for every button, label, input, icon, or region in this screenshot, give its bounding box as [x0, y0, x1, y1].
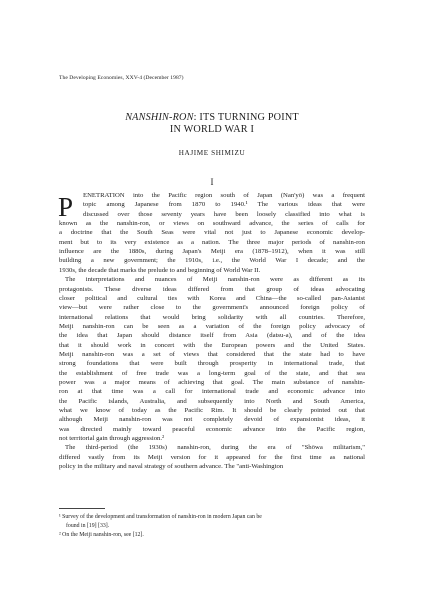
body-line: a doctrine that the South Seas were vital not just to Japanese economic develop- [59, 229, 365, 237]
author-name: HAJIME SHIMIZU [178, 149, 246, 157]
body-line: protagonists. These diverse ideas differed from that group of ideas advocating [59, 285, 365, 293]
body-line: what we know of today as the Pacific Rim. It should be clearly pointed out that [59, 407, 365, 415]
section-number: I [210, 177, 214, 187]
body-line: international relations that would bring solidarity with all countries. Therefore, [59, 313, 365, 321]
body-line: the establishment of free trade was a long-term goal of the state, and that sea [59, 369, 365, 377]
body-line: not territorial gain through aggression.² [59, 435, 165, 443]
footnote-rule [59, 508, 105, 509]
body-line: ment but to its very existence as a nation. The three major periods of nanshin-ron [59, 238, 365, 246]
body-line: Meiji nanshin-ron was a set of views that considered that the state had to have [59, 350, 365, 358]
body-line: differed vastly from its Meiji version for it appeared for the first time as national [59, 453, 365, 461]
body-line: strong foundations that were built through prosperity in international trade, that [59, 360, 365, 368]
body-line: discussed over those seventy years have been loosely classified into what is [83, 210, 365, 218]
body-line: The third-period (the 1930s) nanshin-ron, during the era of "Shōwa militarism," [65, 444, 365, 452]
body-line: The interpretations and nuances of Meiji nanshin-ron were as different as its [65, 276, 365, 284]
article-title-line-1 [0, 112, 424, 123]
footnote-line: ¹ Survey of the development and transformation of nanshin-ron in modern Japan can be [59, 514, 262, 520]
body-line: ron at that time was a call for international trade and economic advance into [59, 388, 365, 396]
body-line: was directed mainly toward peaceful economic advance into the Pacific region, [59, 425, 365, 433]
body-line: policy in the military and naval strategy of southern advance. The "anti-Washington [59, 463, 284, 471]
journal-header: The Developing Economies, XXV-4 (December 1987) [59, 75, 184, 81]
footnote-line: found in [19] [33]. [66, 523, 110, 529]
body-line: Meiji nanshin-ron can be seen as a variation of the foreign policy advocacy of [59, 322, 365, 330]
body-line: power was a major means of achieving that goal. The main substance of nanshin- [59, 379, 365, 386]
article-title-line-2: IN WORLD WAR I [169, 124, 255, 135]
body-line: ENETRATION into the Pacific region south of Japan (Nan'yō) was a frequent [83, 192, 365, 199]
body-line: the Pacific islands, Australia, and subsequently into North and South America, [59, 397, 365, 405]
body-line: view—but were rather close to the government's announced foreign policy of [59, 304, 365, 312]
body-line: building a new government; the 1910s, i.e., the World War I decade; and the [59, 257, 365, 265]
body-line: topic among Japanese from 1870 to 1940.¹ The various ideas that were [83, 201, 365, 209]
body-line: 1930s, the decade that marks the prelude to and beginning of World War II. [59, 266, 261, 274]
footnote-line: ² On the Meiji nanshin-ron, see [12]. [59, 532, 144, 538]
body-line: influence are the 1880s, during Japan's Meiji era (1878–1912), when it was still [59, 248, 365, 256]
body-line: the idea that Japan should distance itself from Asia (datsu-a), and of the idea [59, 332, 365, 340]
body-line: although Meiji nanshin-ron was not completely devoid of expansionist ideas, it [59, 416, 365, 424]
body-line: known as the nanshin-ron, or views on southward advance, the series of calls for [59, 220, 365, 228]
title-rest: : ITS TURNING POINT [193, 112, 299, 123]
body-line: that it should work in concert with the European powers and the United States. [59, 341, 365, 349]
drop-cap: P [58, 192, 74, 222]
body-line: closer political and cultural ties with Korea and China—the so-called pan-Asianist [59, 294, 365, 302]
title-italic-term: NANSHIN-RON [125, 112, 194, 123]
